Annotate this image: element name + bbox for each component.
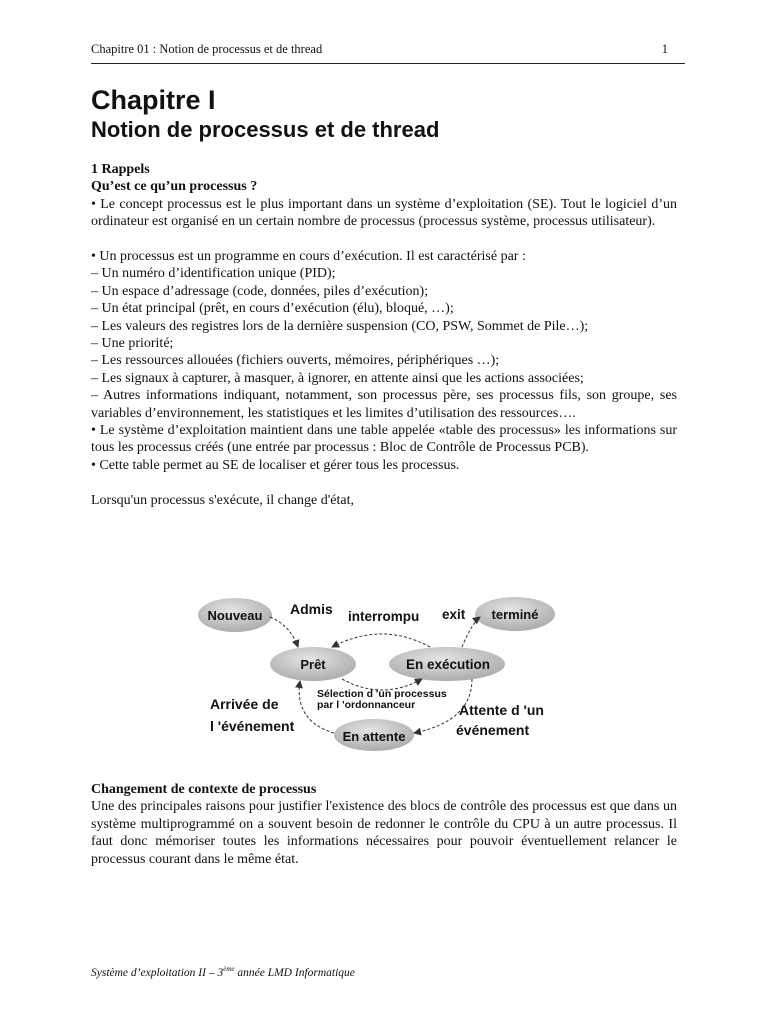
transition-selection: Sélection d 'un processus — [317, 688, 447, 700]
transition-interrompu: interrompu — [348, 609, 420, 624]
paragraph: Lorsqu'un processus s'exécute, il change d'état, — [91, 492, 354, 508]
arrow-admis — [270, 617, 298, 647]
list-item: – Les signaux à capturer, à masquer, à ignorer, en attente ainsi que les actions associées; — [91, 370, 584, 386]
list-item: – Une priorité; — [91, 336, 174, 352]
paragraph: • Cette table permet au SE de localiser et gérer tous les processus. — [91, 457, 460, 473]
state-execution-label: En exécution — [405, 657, 491, 672]
chapter-number: Chapitre I — [91, 85, 216, 115]
list-item: – Un état principal (prêt, en cours d’exécution (élu), bloqué, …); — [91, 301, 454, 317]
paragraph: • Le concept processus est le plus important dans un système d’exploitation (SE). Tout le logiciel d’un ordinateur est organisé en un certain nombre de processus (processus système, processus utilisateur). — [91, 196, 677, 230]
transition-attente: Attente d 'un — [459, 702, 544, 718]
footer-text: année LMD Informatique — [234, 966, 355, 979]
footer-sup: ème — [223, 965, 235, 973]
state-nouveau-label: Nouveau — [207, 608, 263, 623]
transition-exit: exit — [442, 607, 466, 622]
state-attente-label: En attente — [342, 729, 406, 744]
question-heading: Qu’est ce qu’un processus ? — [91, 179, 258, 195]
list-item: – Autres informations indiquant, notamment, son processus père, ses processus fils, son groupe, ses variables d’environnement, les statistiques et les limites d’utilisation des ressources…. — [91, 388, 677, 421]
section-heading: Changement de contexte de processus — [91, 782, 317, 797]
arrow-interrompu — [332, 634, 430, 647]
process-state-diagram — [182, 581, 582, 757]
list-item: – Un espace d’adressage (code, données, piles d’exécution); — [91, 283, 429, 299]
paragraph: • Le système d’exploitation maintient dans une table appelée «table des processus» les informations sur tous les processus créés (une entrée par processus : Bloc de Contrôle de Processus PCB). — [91, 423, 677, 456]
paragraph: • Un processus est un programme en cours d’exécution. Il est caractérisé par : — [91, 249, 526, 265]
list-item: – Les ressources allouées (fichiers ouverts, mémoires, périphériques …); — [91, 353, 500, 369]
section-changement-contexte — [91, 781, 677, 868]
page-footer — [91, 965, 355, 979]
chapter-title: Notion de processus et de thread — [91, 117, 440, 142]
paragraph: Une des principales raisons pour justifier l'existence des blocs de contrôle des processus est que dans un système multiprogrammé on a souvent besoin de redonner le contrôle du CPU à un autre processus. Il faut donc mémoriser toutes les informations nécessaires pour pouvoir éventuellement relancer le processus courant dans le même état. — [91, 799, 677, 867]
section-rappels — [91, 161, 677, 509]
page-header — [91, 41, 685, 64]
state-termine-label: terminé — [491, 607, 539, 622]
section-heading: 1 Rappels — [91, 162, 150, 177]
transition-attente: événement — [456, 722, 530, 738]
list-item: – Les valeurs des registres lors de la dernière suspension (CO, PSW, Sommet de Pile…); — [91, 318, 589, 334]
footer-text: Système d’exploitation II – 3 — [91, 966, 224, 979]
state-pret-label: Prêt — [300, 657, 326, 672]
page-number: 1 — [661, 42, 668, 56]
transition-arrivee: Arrivée de — [210, 696, 279, 712]
transition-selection: par l 'ordonnanceur — [317, 699, 416, 711]
header-title: Chapitre 01 : Notion de processus et de thread — [91, 42, 323, 56]
list-item: – Un numéro d’identification unique (PID); — [91, 266, 336, 282]
transition-admis: Admis — [290, 601, 333, 617]
transition-arrivee: l 'événement — [210, 718, 295, 734]
